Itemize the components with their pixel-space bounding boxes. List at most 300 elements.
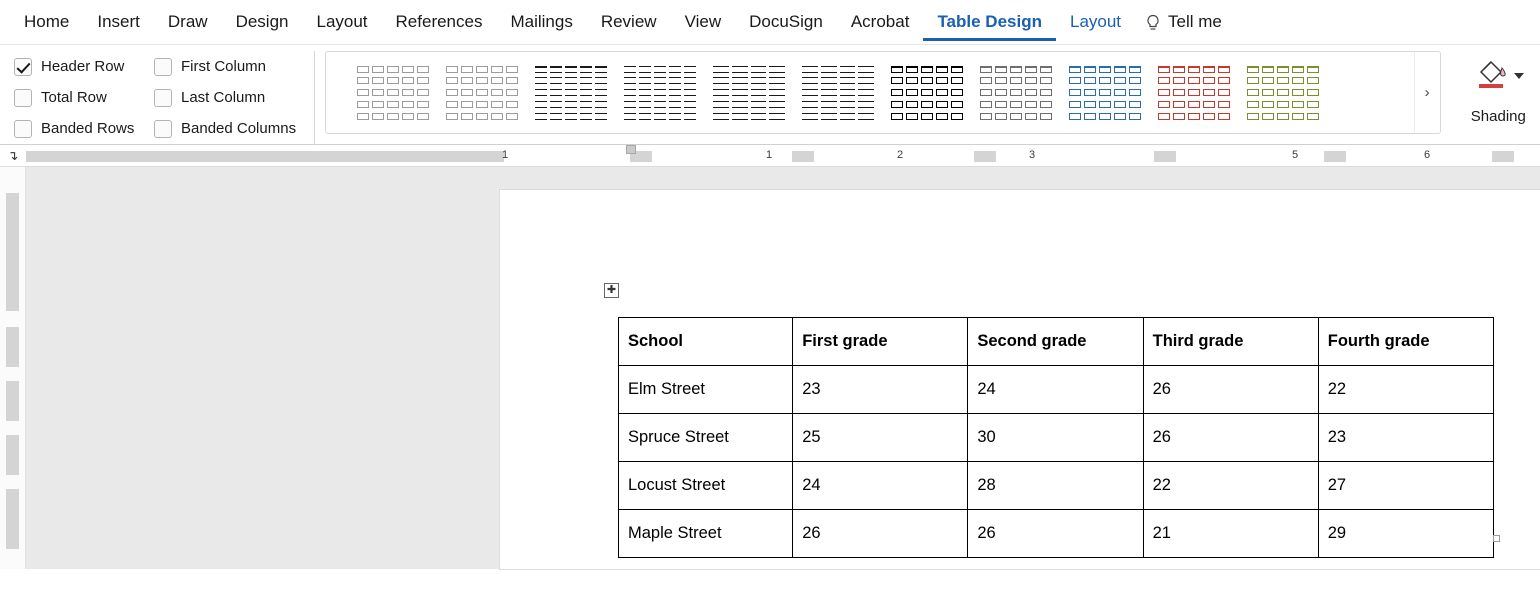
table-style-preview-cell	[906, 113, 918, 120]
table-style-grid-red[interactable]	[1155, 63, 1233, 123]
table-style-preview-cell	[580, 101, 592, 108]
table-style-preview-row	[357, 66, 429, 73]
table-move-handle-icon[interactable]: ✚	[604, 283, 619, 298]
table-style-preview-cell	[1010, 66, 1022, 73]
table-cell[interactable]: 26	[1143, 366, 1318, 414]
table-style-preview-cell	[624, 101, 636, 108]
table-style-preview-cell	[684, 77, 696, 84]
table-style-preview-cell	[624, 66, 636, 73]
table-style-preview-cell	[732, 77, 748, 84]
table-style-preview-cell	[769, 77, 785, 84]
table-style-preview-cell	[1158, 77, 1170, 84]
table-style-preview-cell	[840, 113, 856, 120]
table-style-preview-cell	[1188, 66, 1200, 73]
tab-layout[interactable]: Layout	[316, 12, 368, 31]
table-style-preview-cell	[802, 77, 818, 84]
table-style-preview-row	[802, 89, 874, 96]
table-style-preview-cell	[980, 101, 992, 108]
table-style-preview-cell	[1173, 77, 1185, 84]
table-style-preview-cell	[684, 113, 696, 120]
table-style-preview-cell	[1173, 66, 1185, 73]
table-style-preview-cell	[936, 89, 948, 96]
tab-home[interactable]: Home	[24, 12, 70, 31]
checkbox-banded-columns[interactable]	[154, 113, 304, 144]
table-style-plain-5[interactable]	[710, 63, 788, 123]
table-style-preview-cell	[446, 77, 458, 84]
table-style-preview-cell	[1203, 66, 1215, 73]
document-area	[0, 167, 1540, 569]
table-style-preview-cell	[1203, 113, 1215, 120]
table-style-grid-black[interactable]	[888, 63, 966, 123]
table-style-preview-cell	[491, 66, 503, 73]
ruler-first-line-indent-handle[interactable]	[626, 145, 636, 154]
table-style-preview-row	[624, 66, 696, 73]
table-style-preview-cell	[921, 89, 933, 96]
ruler-mark: 1	[502, 148, 509, 161]
table-style-preview-cell	[1262, 77, 1274, 84]
tab-acrobat[interactable]: Acrobat	[850, 12, 910, 31]
table-cell[interactable]: 29	[1318, 510, 1493, 558]
table-style-plain-6[interactable]	[799, 63, 877, 123]
table-style-preview-row	[802, 66, 874, 73]
table-style-preview-row	[1247, 66, 1319, 73]
table-style-preview-cell	[906, 89, 918, 96]
table-style-preview-cell	[1262, 89, 1274, 96]
tab-left-icon[interactable]: ↴	[7, 147, 19, 163]
tab-table-design[interactable]: Table Design	[923, 4, 1056, 41]
tab-insert[interactable]: Insert	[97, 12, 140, 31]
table-cell[interactable]: 23	[793, 366, 968, 414]
tab-draw[interactable]: Draw	[167, 12, 208, 31]
table-style-preview-cell	[751, 89, 767, 96]
table-style-preview-cell	[802, 101, 818, 108]
table-row	[619, 414, 1494, 462]
table-style-preview-cell	[1307, 89, 1319, 96]
table-style-preview-cell	[1040, 77, 1052, 84]
table-style-preview-cell	[980, 89, 992, 96]
table-style-preview-cell	[858, 77, 874, 84]
table-style-preview-cell	[624, 113, 636, 120]
table-style-preview-cell	[446, 113, 458, 120]
table-style-preview-cell	[402, 89, 414, 96]
table-cell[interactable]: 28	[968, 462, 1143, 510]
table-style-preview-cell	[669, 66, 681, 73]
table-style-preview-cell	[821, 101, 837, 108]
table-style-preview-cell	[858, 89, 874, 96]
table-style-preview-row	[357, 89, 429, 96]
table-style-preview-cell	[840, 101, 856, 108]
tab-references[interactable]: References	[395, 12, 483, 31]
table-style-preview-cell	[669, 113, 681, 120]
checkbox-last-column-box[interactable]	[154, 89, 172, 107]
table-style-grid-gray[interactable]	[977, 63, 1055, 123]
table-style-preview-cell	[1203, 101, 1215, 108]
table-style-preview-cell	[1069, 77, 1081, 84]
ribbon-tab-bar	[0, 0, 1540, 45]
table-style-preview-cell	[565, 66, 577, 73]
table-cell[interactable]: 30	[968, 414, 1143, 462]
table-style-preview-cell	[921, 66, 933, 73]
table-style-preview-cell	[802, 113, 818, 120]
table-style-preview-cell	[654, 66, 666, 73]
table-style-preview-cell	[669, 89, 681, 96]
table-style-preview-cell	[1069, 113, 1081, 120]
table-style-preview-cell	[732, 113, 748, 120]
table-style-preview-cell	[858, 101, 874, 108]
table-header-cell[interactable]: Third grade	[1143, 318, 1318, 366]
table-style-preview-cell	[1099, 113, 1111, 120]
table-style-preview-cell	[580, 66, 592, 73]
table-style-preview-cell	[1025, 101, 1037, 108]
table-style-preview-cell	[1307, 77, 1319, 84]
table-cell[interactable]: Spruce Street	[619, 414, 793, 462]
tab-table-layout[interactable]: Layout	[1069, 12, 1122, 31]
table-style-preview-row	[713, 66, 785, 73]
table-style-preview-cell	[654, 113, 666, 120]
shading-group[interactable]	[1457, 51, 1540, 125]
table-style-preview-cell	[951, 77, 963, 84]
paint-bucket-icon[interactable]	[1472, 55, 1512, 94]
table-style-preview-cell	[891, 77, 903, 84]
table-style-preview-cell	[580, 77, 592, 84]
checkbox-last-column-label: Last Column	[181, 89, 266, 106]
table-style-preview-cell	[550, 89, 562, 96]
table-style-preview-cell	[402, 101, 414, 108]
table-resize-grip-icon[interactable]	[1493, 535, 1500, 542]
table-style-preview-cell	[980, 77, 992, 84]
table-style-preview-cell	[1084, 66, 1096, 73]
table-cell[interactable]: 22	[1318, 366, 1493, 414]
table-style-preview-cell	[1084, 101, 1096, 108]
table-style-preview-cell	[1292, 66, 1304, 73]
table-style-preview-cell	[936, 66, 948, 73]
table-style-preview-cell	[821, 89, 837, 96]
table-style-preview-row	[1069, 66, 1141, 73]
table-style-preview-cell	[1262, 66, 1274, 73]
checkbox-total-row-label: Total Row	[41, 89, 107, 106]
table-style-preview-cell	[1158, 101, 1170, 108]
table-style-preview-cell	[1129, 89, 1141, 96]
checkbox-banded-rows-box[interactable]	[14, 120, 32, 138]
table-style-preview-cell	[1010, 89, 1022, 96]
table-style-preview-cell	[372, 101, 384, 108]
table-style-preview-cell	[1099, 89, 1111, 96]
table-style-preview-row	[1069, 77, 1141, 84]
checkbox-first-column-box[interactable]	[154, 58, 172, 76]
table-style-preview-cell	[906, 77, 918, 84]
table-cell[interactable]: 21	[1143, 510, 1318, 558]
table-style-preview-cell	[713, 101, 729, 108]
tab-view[interactable]: View	[684, 12, 722, 31]
table-cell[interactable]: 25	[793, 414, 968, 462]
table-style-preview-cell	[1218, 101, 1230, 108]
table-style-preview-cell	[936, 77, 948, 84]
checkbox-first-column-label: First Column	[181, 58, 267, 75]
table-cell[interactable]: Elm Street	[619, 366, 793, 414]
table-styles-gallery[interactable]	[325, 51, 1441, 134]
table-style-preview-cell	[535, 101, 547, 108]
tab-design[interactable]: Design	[235, 12, 289, 31]
table-style-preview-row	[446, 77, 518, 84]
table-style-preview-cell	[921, 77, 933, 84]
table-cell[interactable]: 24	[968, 366, 1143, 414]
table-style-preview-cell	[1040, 113, 1052, 120]
table-style-preview-cell	[357, 89, 369, 96]
table-cell[interactable]: Locust Street	[619, 462, 793, 510]
table-style-preview-cell	[565, 77, 577, 84]
table-style-preview-row	[713, 113, 785, 120]
checkbox-header-row[interactable]	[14, 51, 154, 82]
table-style-preview-cell	[639, 113, 651, 120]
chevron-down-icon[interactable]	[1514, 73, 1524, 79]
ruler-mark: 1	[766, 148, 773, 161]
table-style-preview-cell	[1247, 113, 1259, 120]
table-style-preview-cell	[595, 89, 607, 96]
table-style-preview-row	[1247, 77, 1319, 84]
table-style-preview-cell	[1292, 89, 1304, 96]
table-style-preview-cell	[936, 113, 948, 120]
table-style-preview-cell	[1084, 113, 1096, 120]
table-style-plain-4[interactable]	[621, 63, 699, 123]
checkbox-banded-rows-label: Banded Rows	[41, 120, 135, 137]
table-style-preview-cell	[840, 77, 856, 84]
table-style-preview-cell	[357, 113, 369, 120]
table-style-preview-cell	[1203, 77, 1215, 84]
checkbox-banded-columns-box[interactable]	[154, 120, 172, 138]
checkbox-total-row-box[interactable]	[14, 89, 32, 107]
checkbox-first-column[interactable]	[154, 51, 304, 82]
table-style-preview-cell	[357, 101, 369, 108]
table-style-preview-cell	[751, 101, 767, 108]
vertical-ruler[interactable]	[0, 167, 26, 569]
table-cell[interactable]: 26	[1143, 414, 1318, 462]
table-style-preview-row	[802, 101, 874, 108]
table-style-preview-row	[446, 101, 518, 108]
table-style-preview-cell	[1247, 89, 1259, 96]
table-style-preview-cell	[417, 113, 429, 120]
table-style-preview-row	[1158, 77, 1230, 84]
table-style-preview-cell	[891, 113, 903, 120]
table-style-preview-cell	[1084, 89, 1096, 96]
checkbox-banded-rows[interactable]	[14, 113, 154, 144]
table-style-preview-cell	[1307, 66, 1319, 73]
tab-review[interactable]: Review	[600, 12, 657, 31]
table-cell[interactable]: 24	[793, 462, 968, 510]
school-grades-table[interactable]	[618, 317, 1494, 558]
table-style-preview-row	[891, 77, 963, 84]
table-style-preview-cell	[1025, 89, 1037, 96]
table-cell[interactable]: 26	[968, 510, 1143, 558]
table-style-preview-cell	[1292, 77, 1304, 84]
table-style-preview-cell	[624, 89, 636, 96]
table-style-preview-cell	[1277, 113, 1289, 120]
table-style-preview-cell	[476, 101, 488, 108]
ribbon-content	[0, 45, 1540, 145]
checkbox-header-row-box[interactable]	[14, 58, 32, 76]
table-style-grid-green[interactable]	[1244, 63, 1322, 123]
table-style-preview-cell	[387, 101, 399, 108]
table-style-preview-cell	[639, 66, 651, 73]
table-style-preview-cell	[713, 113, 729, 120]
table-style-options-group	[14, 51, 315, 145]
table-cell[interactable]: 22	[1143, 462, 1318, 510]
table-style-preview-cell	[506, 113, 518, 120]
table-style-preview-row	[357, 113, 429, 120]
ruler-mark: 3	[1029, 148, 1036, 161]
table-style-preview-cell	[654, 101, 666, 108]
table-style-grid-blue[interactable]	[1066, 63, 1144, 123]
ruler-mark: 2	[897, 148, 904, 161]
table-style-preview-cell	[595, 113, 607, 120]
table-style-preview-cell	[1099, 66, 1111, 73]
table-header-cell[interactable]: Second grade	[968, 318, 1143, 366]
table-style-plain-1[interactable]	[354, 63, 432, 123]
table-style-preview-cell	[491, 89, 503, 96]
checkbox-banded-columns-label: Banded Columns	[181, 120, 297, 137]
table-style-preview-cell	[461, 89, 473, 96]
table-style-preview-row	[1247, 89, 1319, 96]
table-style-preview-cell	[951, 89, 963, 96]
ruler-track[interactable]	[26, 149, 1540, 163]
table-style-preview-cell	[1158, 89, 1170, 96]
table-style-preview-cell	[535, 66, 547, 73]
shading-label: Shading	[1470, 108, 1526, 125]
table-style-preview-cell	[446, 66, 458, 73]
table-style-preview-cell	[769, 101, 785, 108]
tell-me-box[interactable]	[1145, 12, 1222, 32]
table-style-preview-cell	[1069, 66, 1081, 73]
table-style-preview-cell	[387, 77, 399, 84]
table-style-preview-cell	[417, 101, 429, 108]
chevron-right-icon[interactable]: ›	[1414, 52, 1440, 133]
table-style-preview-cell	[550, 66, 562, 73]
table-style-preview-cell	[980, 113, 992, 120]
table-style-preview-cell	[921, 101, 933, 108]
table-style-preview-cell	[732, 101, 748, 108]
table-style-preview-row	[713, 77, 785, 84]
table-style-preview-cell	[751, 113, 767, 120]
table-style-preview-cell	[580, 113, 592, 120]
table-style-preview-row	[713, 101, 785, 108]
table-style-preview-cell	[821, 113, 837, 120]
table-style-preview-cell	[639, 101, 651, 108]
table-cell[interactable]: Maple Street	[619, 510, 793, 558]
table-style-preview-cell	[921, 113, 933, 120]
table-style-preview-cell	[802, 66, 818, 73]
table-style-preview-cell	[1262, 101, 1274, 108]
table-style-preview-cell	[1218, 113, 1230, 120]
table-style-preview-cell	[995, 89, 1007, 96]
table-style-preview-cell	[446, 101, 458, 108]
table-style-preview-cell	[417, 77, 429, 84]
table-style-preview-cell	[387, 89, 399, 96]
table-cell[interactable]: 26	[793, 510, 968, 558]
table-row	[619, 366, 1494, 414]
table-style-preview-cell	[1188, 89, 1200, 96]
table-style-preview-cell	[751, 77, 767, 84]
table-style-preview-cell	[1040, 89, 1052, 96]
table-style-preview-cell	[654, 77, 666, 84]
table-style-preview-cell	[506, 66, 518, 73]
table-style-preview-cell	[1129, 101, 1141, 108]
table-style-preview-cell	[372, 77, 384, 84]
table-style-preview-row	[1158, 89, 1230, 96]
table-cell[interactable]: 23	[1318, 414, 1493, 462]
table-style-preview-cell	[951, 66, 963, 73]
table-style-preview-cell	[840, 89, 856, 96]
table-style-plain-3[interactable]	[532, 63, 610, 123]
table-style-preview-row	[624, 77, 696, 84]
tab-mailings[interactable]: Mailings	[510, 12, 573, 31]
table-row	[619, 510, 1494, 558]
table-style-preview-cell	[595, 101, 607, 108]
table-row	[619, 462, 1494, 510]
table-style-preview-cell	[1010, 101, 1022, 108]
table-style-preview-row	[446, 66, 518, 73]
table-style-preview-cell	[417, 66, 429, 73]
table-style-preview-cell	[769, 66, 785, 73]
table-style-preview-cell	[995, 66, 1007, 73]
table-style-preview-cell	[891, 101, 903, 108]
table-styles-gallery-list	[326, 63, 1322, 123]
document-page[interactable]	[500, 190, 1540, 569]
table-style-preview-row	[891, 101, 963, 108]
table-style-preview-row	[1158, 101, 1230, 108]
table-style-preview-cell	[461, 101, 473, 108]
table-style-preview-cell	[550, 113, 562, 120]
table-style-preview-cell	[821, 77, 837, 84]
ruler-mark: 6	[1424, 148, 1431, 161]
table-style-preview-row	[891, 66, 963, 73]
table-style-preview-row	[357, 77, 429, 84]
table-style-preview-row	[624, 101, 696, 108]
table-style-preview-cell	[461, 77, 473, 84]
horizontal-ruler[interactable]	[0, 145, 1540, 167]
checkbox-last-column[interactable]	[154, 82, 304, 113]
table-header-cell[interactable]: School	[619, 318, 793, 366]
table-style-preview-row	[802, 77, 874, 84]
table-style-preview-cell	[1099, 77, 1111, 84]
table-header-cell[interactable]: Fourth grade	[1318, 318, 1493, 366]
table-style-preview-cell	[669, 77, 681, 84]
table-style-preview-cell	[1069, 101, 1081, 108]
table-style-preview-cell	[769, 89, 785, 96]
table-style-preview-row	[624, 113, 696, 120]
table-style-preview-row	[535, 113, 607, 120]
table-style-preview-row	[1158, 113, 1230, 120]
page-margin-area	[26, 167, 500, 569]
table-style-preview-cell	[1188, 77, 1200, 84]
table-style-preview-cell	[1040, 66, 1052, 73]
table-style-preview-cell	[580, 89, 592, 96]
tab-docusign[interactable]: DocuSign	[749, 12, 823, 31]
table-style-preview-cell	[1025, 77, 1037, 84]
table-style-preview-cell	[624, 77, 636, 84]
table-style-preview-cell	[684, 101, 696, 108]
table-style-preview-cell	[1277, 77, 1289, 84]
table-style-preview-row	[535, 77, 607, 84]
table-style-preview-cell	[1188, 101, 1200, 108]
table-style-preview-cell	[1218, 66, 1230, 73]
table-style-preview-cell	[402, 66, 414, 73]
table-style-preview-row	[446, 89, 518, 96]
table-style-preview-cell	[535, 113, 547, 120]
checkbox-total-row[interactable]	[14, 82, 154, 113]
table-header-cell[interactable]: First grade	[793, 318, 968, 366]
table-cell[interactable]: 27	[1318, 462, 1493, 510]
table-style-preview-cell	[1292, 113, 1304, 120]
table-style-plain-2[interactable]	[443, 63, 521, 123]
